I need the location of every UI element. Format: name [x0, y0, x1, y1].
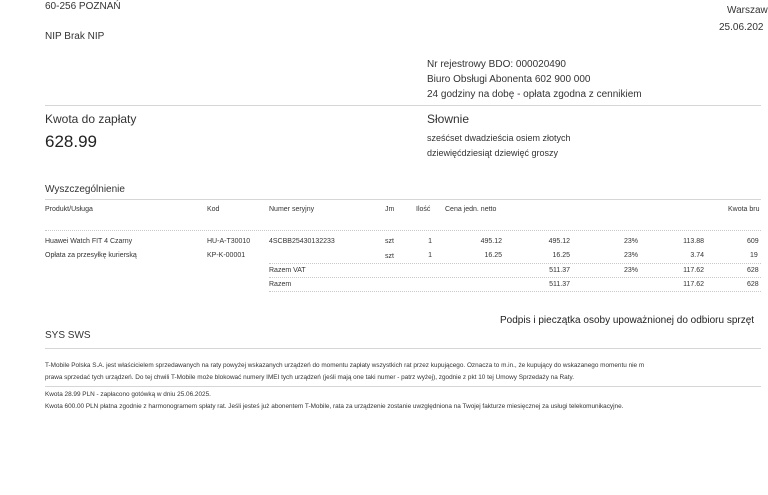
row2-product: Opłata za przesyłkę kurierską	[45, 252, 137, 259]
row1-code: HU-A-T30010	[207, 238, 251, 245]
header-product: Produkt/Usługa	[45, 206, 93, 213]
amount-value: 628.99	[45, 132, 97, 151]
amount-words-label: Słownie	[427, 112, 470, 126]
row1-qty: 1	[428, 238, 432, 245]
total-gross: 628	[747, 281, 759, 288]
vat-total-rate: 23%	[623, 267, 638, 274]
payment-note-line2: Kwota 600.00 PLN płatna zgodnie z harmonogramem spłaty rat. Jeśli jesteś już abonentem T-Mobile, rata za urządzenie zostanie uwzględniona na Twojej fakturze miesięcznej za usługi telekomunikacyjne.	[45, 403, 624, 410]
bdo-number: Nr rejestrowy BDO: 000020490	[427, 59, 566, 70]
vat-total-vat: 117.62	[683, 267, 704, 274]
row2-unit: szt	[385, 253, 394, 260]
divider-payment	[45, 386, 761, 387]
row2-vat: 3.74	[690, 252, 704, 259]
header-unit-price: Cena jedn. netto	[445, 206, 497, 213]
ownership-note-line1: T-Mobile Polska S.A. jest właścicielem sprzedawanych na raty powyżej wskazanych urządzeń do momentu zapłaty wszystkich rat przez kupującego. Oznacza to m.in., że kupujący do wskazanego momentu nie m	[45, 362, 645, 369]
row2-net: 16.25	[552, 252, 570, 259]
service-hours: 24 godziny na dobę - opłata zgodna z cennikiem	[427, 89, 642, 100]
total-label: Razem	[269, 281, 292, 288]
vat-total-divider	[269, 277, 761, 278]
issue-city: Warszaw	[727, 5, 768, 16]
vat-total-net: 511.37	[549, 267, 570, 274]
row1-unit: szt	[385, 238, 394, 245]
row1-product: Huawei Watch FIT 4 Czarny	[45, 238, 133, 245]
details-divider	[45, 199, 761, 200]
customer-service: Biuro Obsługi Abonenta 602 900 000	[427, 74, 591, 85]
header-code: Kod	[207, 206, 220, 213]
ownership-note-line2: prawa sprzedać tych urządzeń. Do tej chwili T-Mobile może blokować numery IMEI tych urządzeń (jeśli mają one taki numer - patrz wyżej), zgodnie z pkt 10 tej Umowy Sprzedaży na Raty.	[45, 374, 574, 381]
address-line: 60-256 POZNAŃ	[45, 1, 121, 12]
row1-serial: 4SCBB25430132233	[269, 238, 335, 245]
row2-vat-rate: 23%	[623, 252, 638, 259]
issue-date: 25.06.202	[719, 22, 764, 33]
row1-vat-rate: 23%	[623, 238, 638, 245]
total-divider	[269, 291, 761, 292]
payment-note-line1: Kwota 28.99 PLN - zapłacono gotówką w dniu 25.06.2025.	[45, 391, 211, 398]
nip-label: NIP Brak NIP	[45, 31, 105, 42]
divider-top	[45, 105, 761, 106]
row2-qty: 1	[428, 252, 432, 259]
header-serial: Numer seryjny	[269, 206, 315, 213]
vat-total-gross: 628	[747, 267, 759, 274]
details-title: Wyszczególnienie	[45, 184, 125, 195]
row2-gross: 19	[750, 252, 758, 259]
header-unit: Jm	[385, 206, 395, 213]
vat-total-label: Razem VAT	[269, 267, 306, 274]
row1-vat: 113.88	[683, 238, 704, 245]
signature-label: Podpis i pieczątka osoby upoważnionej do odbioru sprzęt	[500, 315, 755, 326]
total-net: 511.37	[549, 281, 570, 288]
amount-label: Kwota do zapłaty	[45, 112, 137, 126]
amount-words-line1: sześćset dwadzieścia osiem złotych	[427, 133, 571, 143]
header-gross: Kwota bru	[728, 206, 760, 213]
row1-gross: 609	[747, 238, 759, 245]
row1-net: 495.12	[548, 238, 570, 245]
row1-price: 495.12	[480, 238, 502, 245]
divider-notes	[45, 348, 761, 349]
header-divider	[45, 230, 761, 231]
row2-code: KP-K-00001	[207, 252, 246, 259]
row2-divider	[269, 263, 761, 264]
issuer-name: SYS SWS	[45, 330, 91, 341]
total-vat: 117.62	[683, 281, 704, 288]
row2-price: 16.25	[484, 252, 502, 259]
header-qty: Ilość	[416, 206, 431, 213]
amount-words-line2: dziewięćdziesiąt dziewięć groszy	[427, 148, 559, 158]
